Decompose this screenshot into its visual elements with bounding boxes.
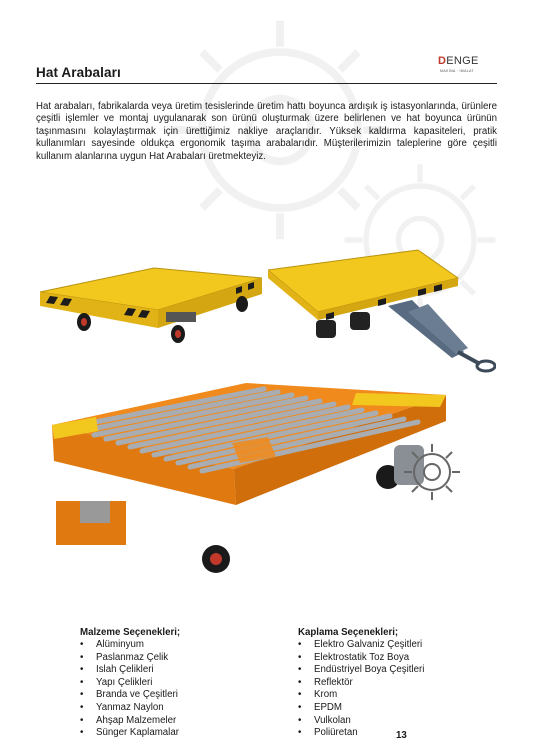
bullet-icon: • xyxy=(298,727,302,739)
logo-tagline: MAKİNA · İMALAT xyxy=(440,69,474,73)
page-title: Hat Arabaları xyxy=(36,65,121,80)
gear-icon xyxy=(400,440,464,504)
list-item: • Branda ve Çeşitleri xyxy=(80,689,178,701)
list-item: • Krom xyxy=(298,689,338,701)
list-item: • Islah Çelikleri xyxy=(80,664,154,676)
bullet-icon: • xyxy=(80,714,84,726)
intro-paragraph: Hat arabaları, fabrikalarda veya üretim tesislerinde üretim hattı boyunca ardışık iş istasyonlarında, ürünlere çeşitli işlemler ve montaj uygulanarak son ürünü oluşturmak üzere belirlenen ve hat boyunca ürünün taşınmasını kolaylaştırmak için ürettiğimiz nakliye araçlarıdır. Yüksek kaldırma kapasiteleri, pratik kullanımları sayesinde oldukça ergonomik taşıma arabalarıdır. Müşterilerimizin taleplerine göre çeşitli kullanım alanlarına uygun Hat Arabaları üretmekteyiz. xyxy=(36,101,497,162)
coating-options-heading: Kaplama Seçenekleri; xyxy=(298,627,399,638)
page-number: 13 xyxy=(396,730,407,741)
list-item: • Poliüretan xyxy=(298,727,358,739)
list-item: • Alüminyum xyxy=(80,639,144,650)
company-logo xyxy=(430,55,486,79)
tow-cart-with-drawbar-image xyxy=(268,240,496,378)
bullet-icon: • xyxy=(298,714,302,726)
logo-wordmark xyxy=(438,55,479,67)
coating-options-section xyxy=(298,627,424,740)
bullet-icon: • xyxy=(80,727,84,739)
list-item: • Sünger Kaplamalar xyxy=(80,727,179,739)
list-item: • Endüstriyel Boya Çeşitleri xyxy=(298,664,425,676)
list-item: • Yapı Çelikleri xyxy=(80,676,153,688)
list-item: • Elektrostatik Toz Boya xyxy=(298,651,410,663)
yellow-platform-cart-image xyxy=(36,248,268,352)
bullet-icon: • xyxy=(80,701,84,713)
bullet-icon: • xyxy=(298,701,302,713)
bullet-icon: • xyxy=(298,664,302,676)
list-item: • Elektro Galvaniz Çeşitleri xyxy=(298,639,423,650)
bullet-icon: • xyxy=(80,689,84,701)
bullet-icon: • xyxy=(80,664,84,676)
bullet-icon: • xyxy=(298,676,302,688)
bullet-icon: • xyxy=(298,651,302,663)
bullet-icon: • xyxy=(80,651,84,663)
list-item: • Vulkolan xyxy=(298,714,351,726)
list-item: • Ahşap Malzemeler xyxy=(80,714,177,726)
bullet-icon: • xyxy=(298,689,302,701)
list-item: • Yanmaz Naylon xyxy=(80,701,164,713)
list-item: • EPDM xyxy=(298,701,342,713)
list-item: • Reflektör xyxy=(298,676,353,688)
title-divider xyxy=(36,83,497,84)
list-item: • Paslanmaz Çelik xyxy=(80,651,169,663)
material-options-heading: Malzeme Seçenekleri; xyxy=(80,627,181,638)
bullet-icon: • xyxy=(80,639,84,650)
material-options-list xyxy=(80,639,180,740)
bullet-icon: • xyxy=(298,639,302,650)
logo-initial: D xyxy=(438,55,447,67)
logo-text: ENGE xyxy=(446,55,479,67)
bullet-icon: • xyxy=(80,676,84,688)
coating-options-list xyxy=(298,639,424,740)
material-options-section xyxy=(80,627,180,740)
